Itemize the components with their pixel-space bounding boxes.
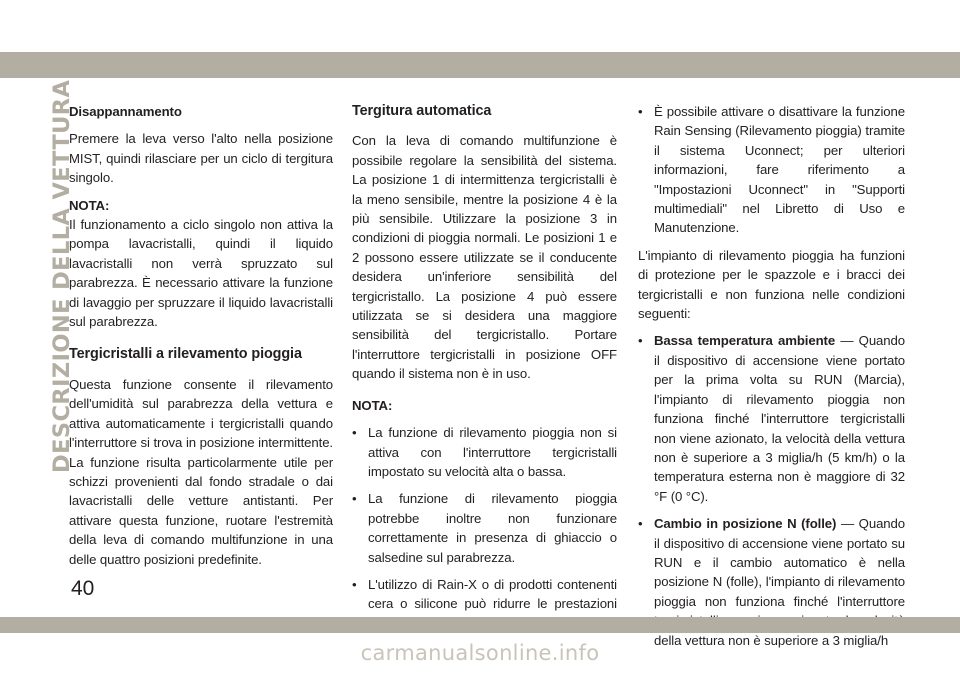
note-block xyxy=(69,196,333,332)
note-bullet-list xyxy=(352,423,617,633)
side-title-text: DESCRIZIONE DELLA VETTURA xyxy=(49,79,75,473)
section-side-title xyxy=(28,79,75,522)
bottom-footer-band xyxy=(0,607,960,678)
page-number: 40 xyxy=(71,577,95,600)
column-left xyxy=(69,102,333,577)
condition-text: — Quando il dispositivo di accensione viene portato per la prima volta su RUN (Marcia), l'impianto di rilevamento pioggia non funziona finché l'interruttore tergicristalli non viene azionato, la velocità della vettura non è superiore a 3 miglia/h (5 km/h) o la temperatura esterna non è maggiore di 32 °F (0 °C). xyxy=(654,333,905,504)
note-label: NOTA: xyxy=(69,197,110,213)
heading-rain-sensing: Tergicristalli a rilevamento pioggia xyxy=(69,346,302,363)
list-item: • È possibile attivare o disattivare la funzione Rain Sensing (Rilevamento pioggia) tramite il sistema Uconnect; per ulteriori informazioni, fare riferimento a "Impostazioni Uconnect" in "Supporti multimediali" nel Libretto di Uso e Manutenzione. xyxy=(638,102,905,238)
condition-text: — Quando il dispositivo di accensione viene portato su RUN e il cambio automatico è nella posizione N (folle), l'impianto di rilevamento pioggia non funziona finché l'interruttore della vettura non è superiore a 3 miglia/h xyxy=(654,516,906,648)
heading-disappannamento: Disappannamento xyxy=(69,104,182,119)
bullet-list-uconnect xyxy=(638,102,905,238)
list-item xyxy=(638,331,905,506)
paragraph-sensitivity: Con la leva di comando multifunzione è possibile regolare la sensibilità del sistema. La posizione 1 di intermittenza tergicristalli è la meno sensibile, mentre la posizione 4 è la più sensibile. Utilizzare la posizione 3 in condizioni di pioggia normali. Le posizioni 1 e 2 possono essere utilizzate se il conducente desidera un'inferiore sensibilità del tergicristallo. La posizione 4 può essere utilizzata se si desidera una maggiore sensibilità del tergicristallo. Portare l'interruttore tergicristalli in posizione OFF quando il sistema non è in uso. xyxy=(352,133,617,382)
condition-term: Cambio in posizione N (folle) xyxy=(654,516,837,532)
column-right xyxy=(638,102,905,658)
header-bar xyxy=(0,52,960,78)
list-item: • La funzione di rilevamento pioggia potrebbe inoltre non funzionare correttamente in presenza di ghiaccio o salsedine sul parabrezza. xyxy=(352,489,617,567)
footer-bar xyxy=(0,617,960,633)
paragraph-rain-sensing: Questa funzione consente il rilevamento dell'umidità sul parabrezza della vettura e attiva automaticamente i tergicristalli quando l'interruttore si trova in posizione intermittente. La funzione risulta particolarmente utile per schizzi provenienti dal fondo stradale o dai lavacristalli delle vetture antistanti. Per attivare questa funzione, ruotare l'estremità della leva di comando multifunzione in una delle quattro posizioni predefinite. xyxy=(69,376,333,567)
top-header-band xyxy=(0,0,960,80)
paragraph-protection: L'impianto di rilevamento pioggia ha funzioni di protezione per le spazzole e i bracci dei tergicristalli e non funziona nelle condizioni seguenti: xyxy=(638,247,905,322)
list-item: • La funzione di rilevamento pioggia non si attiva con l'interruttore tergicristalli impostato su velocità alta o bassa. xyxy=(352,423,617,481)
column-middle xyxy=(352,102,617,641)
note-text: Il funzionamento a ciclo singolo non attiva la pompa lavacristalli, quindi il liquido lavacristalli non verrà spruzzato sul parabrezza. È necessario attivare la funzione di lavaggio per spruzzare il liquido lavacristalli sul parabrezza. xyxy=(69,217,333,330)
heading-tergitura-automatica: Tergitura automatica xyxy=(352,103,492,119)
list-item: • L'utilizzo di Rain-X o di prodotti contenenti cera o silicone può ridurre le prestazioni xyxy=(352,575,617,633)
conditions-list xyxy=(638,331,905,650)
paragraph-mist: Premere la leva verso l'alto nella posizione MIST, quindi rilasciare per un ciclo di tergitura singolo. xyxy=(69,131,333,186)
condition-term: Bassa temperatura ambiente xyxy=(654,333,836,349)
note-label: NOTA: xyxy=(352,397,393,413)
watermark-text: carmanualsonline.info xyxy=(360,641,600,665)
